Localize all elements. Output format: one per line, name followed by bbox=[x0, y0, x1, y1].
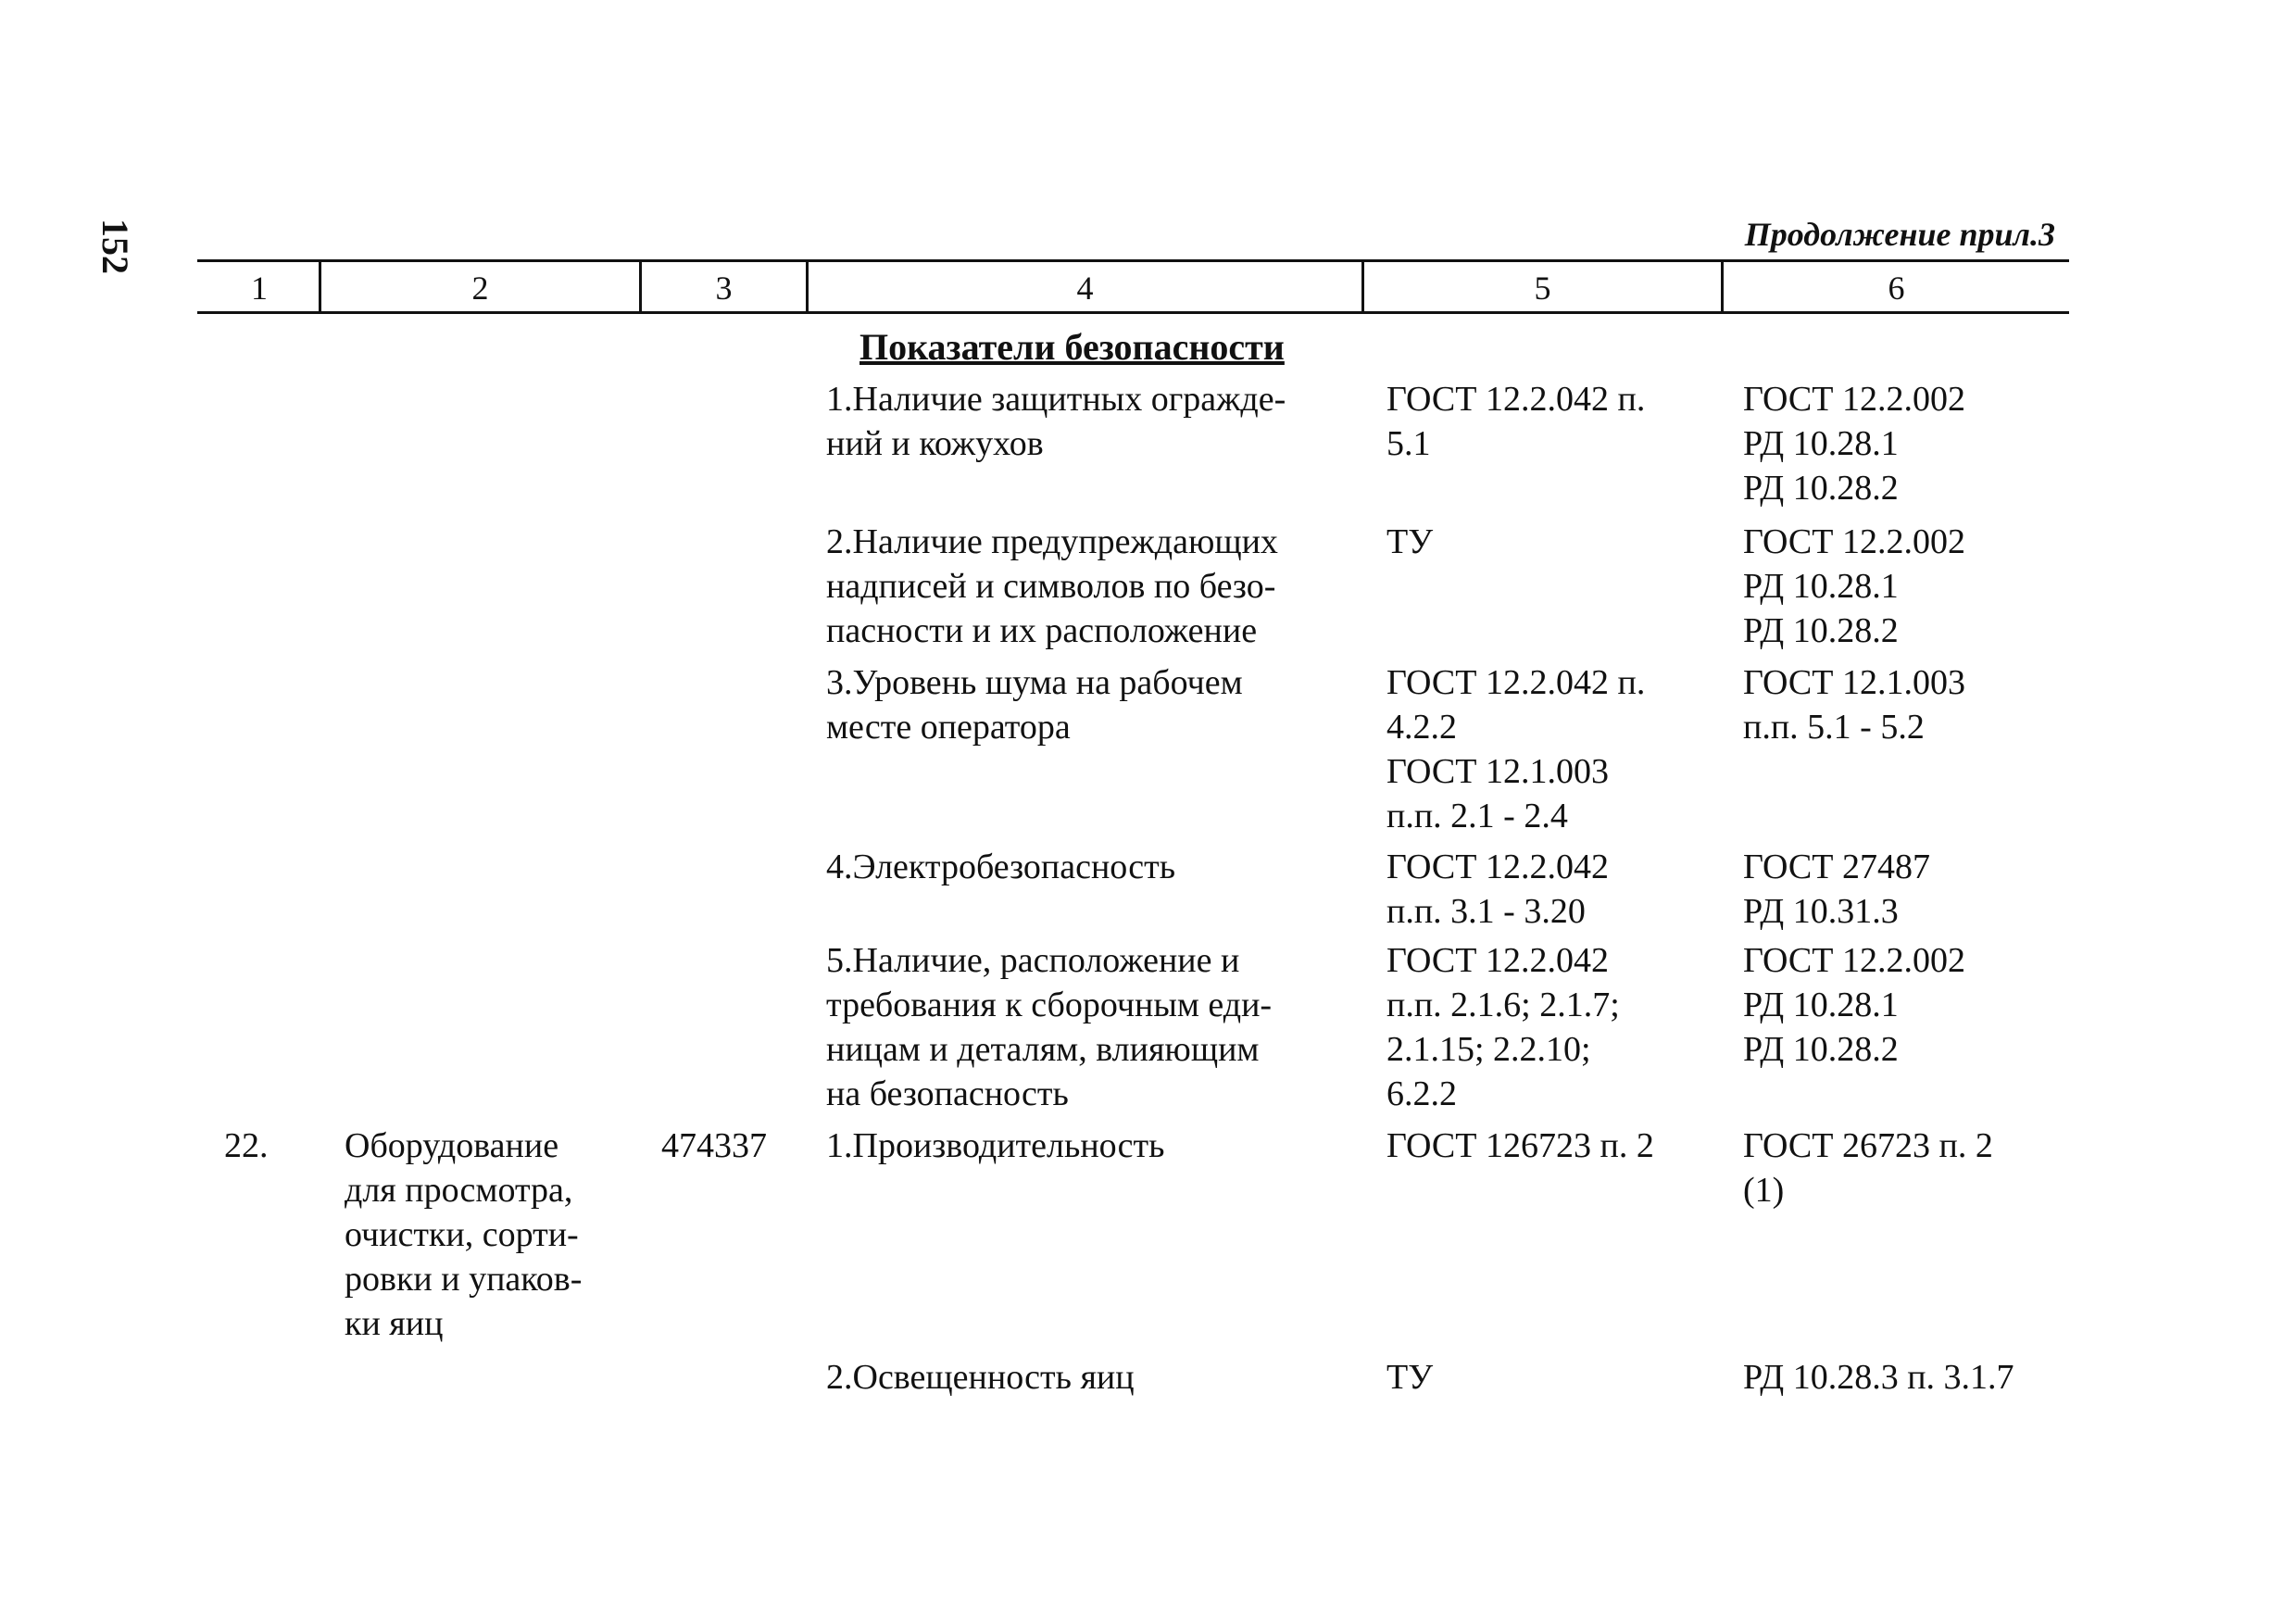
header-col-2: 2 bbox=[471, 270, 489, 307]
table-cell-product-code: 474337 bbox=[661, 1126, 767, 1165]
header-bottom-rule bbox=[197, 311, 2069, 314]
table-cell-norm-doc: ГОСТ 27487 РД 10.31.3 bbox=[1743, 848, 1930, 931]
header-col-3: 3 bbox=[715, 270, 733, 307]
header-col-1: 1 bbox=[251, 270, 268, 307]
table-cell-norm-doc: РД 10.28.3 п. 3.1.7 bbox=[1743, 1358, 2014, 1397]
table-cell-norm-doc: ГОСТ 12.2.002 РД 10.28.1 РД 10.28.2 bbox=[1743, 380, 1965, 508]
continuation-caption: Продолжение прил.3 bbox=[1744, 216, 2055, 253]
header-col-4: 4 bbox=[1076, 270, 1094, 307]
table-cell-method-doc: ГОСТ 12.2.042 п. 4.2.2 ГОСТ 12.1.003 п.п. 2.1 - 2.4 bbox=[1386, 663, 1646, 835]
table-cell-method-doc: ГОСТ 126723 п. 2 bbox=[1386, 1126, 1654, 1165]
page-number: 152 bbox=[94, 219, 136, 274]
table-cell-norm-doc: ГОСТ 12.2.002 РД 10.28.1 РД 10.28.2 bbox=[1743, 941, 1965, 1069]
table-cell-item-number: 22. bbox=[224, 1126, 269, 1165]
table-cell-indicator: 3.Уровень шума на рабочем месте оператора bbox=[826, 663, 1243, 747]
section-title: Показатели безопасности bbox=[859, 326, 1285, 368]
table-cell-method-doc: ГОСТ 12.2.042 п.п. 2.1.6; 2.1.7; 2.1.15; 2.2.10; 6.2.2 bbox=[1386, 941, 1620, 1113]
table-cell-norm-doc: ГОСТ 26723 п. 2 (1) bbox=[1743, 1126, 1993, 1210]
table-cell-equipment-name: Оборудование для просмотра, очистки, сорти- ровки и упаков- ки яиц bbox=[345, 1126, 583, 1343]
header-col-6: 6 bbox=[1888, 270, 1905, 307]
header-col-5: 5 bbox=[1534, 270, 1551, 307]
table-cell-indicator: 1.Наличие защитных огражде- ний и кожухов bbox=[826, 380, 1286, 463]
table-cell-norm-doc: ГОСТ 12.2.002 РД 10.28.1 РД 10.28.2 bbox=[1743, 522, 1965, 650]
table-cell-indicator: 2.Освещенность яиц bbox=[826, 1358, 1135, 1397]
table-cell-indicator: 1.Производительность bbox=[826, 1126, 1165, 1165]
table-cell-method-doc: ГОСТ 12.2.042 п. 5.1 bbox=[1386, 380, 1646, 463]
table-cell-method-doc: ТУ bbox=[1386, 522, 1434, 561]
table-cell-norm-doc: ГОСТ 12.1.003 п.п. 5.1 - 5.2 bbox=[1743, 663, 1965, 747]
table-cell-indicator: 4.Электробезопасность bbox=[826, 848, 1176, 886]
table-cell-indicator: 5.Наличие, расположение и требования к сборочным еди- ницам и деталям, влияющим на безопасность bbox=[826, 941, 1273, 1113]
table-cell-method-doc: ТУ bbox=[1386, 1358, 1434, 1397]
header-top-rule bbox=[197, 259, 2069, 262]
table-cell-indicator: 2.Наличие предупреждающих надписей и символов по безо- пасности и их расположение bbox=[826, 522, 1278, 650]
table-cell-method-doc: ГОСТ 12.2.042 п.п. 3.1 - 3.20 bbox=[1386, 848, 1609, 931]
